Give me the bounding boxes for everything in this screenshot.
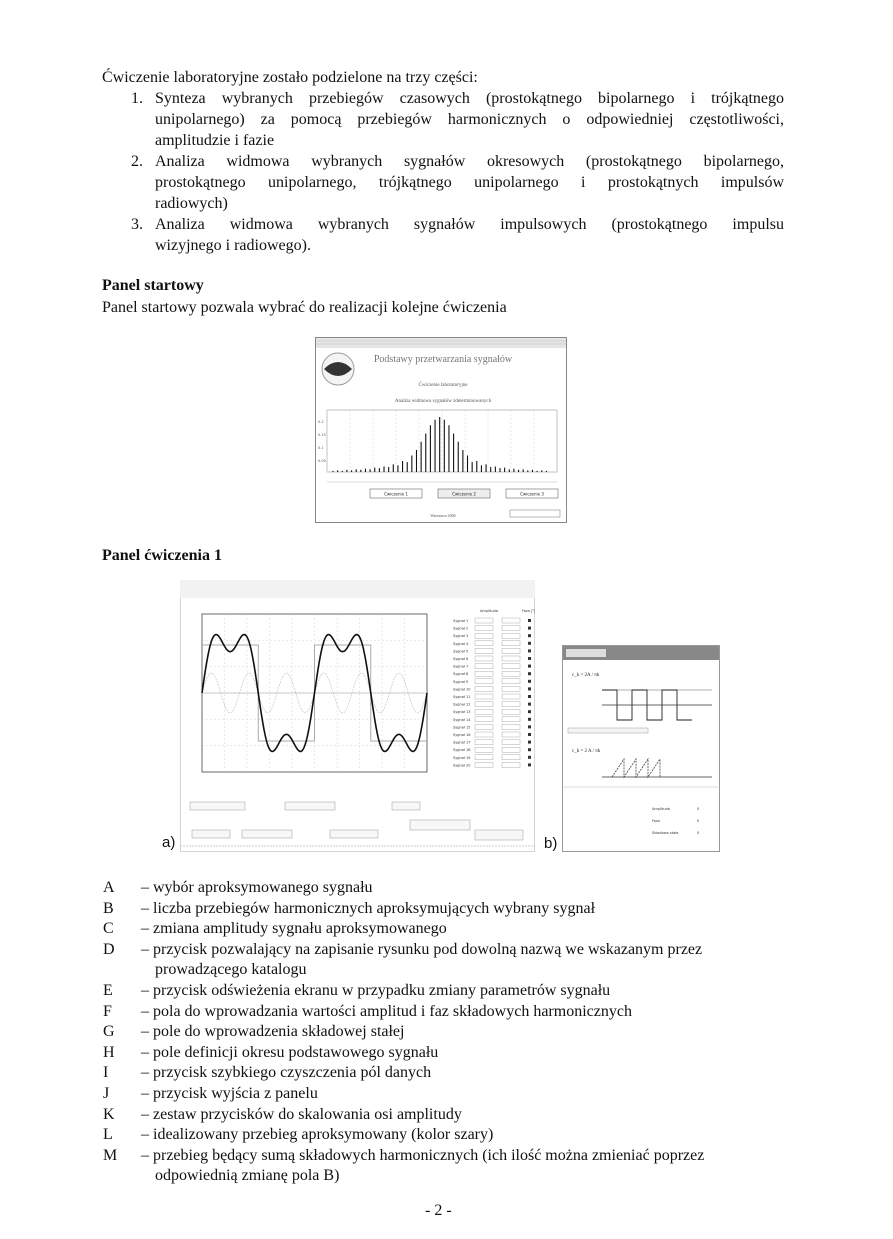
signal-row-label: Sygnał 20 — [453, 763, 471, 768]
row-checkbox — [528, 748, 531, 751]
panel1-screenshot-a — [180, 580, 535, 852]
phase-field — [502, 686, 520, 691]
row-checkbox — [528, 619, 531, 622]
phase-field — [502, 740, 520, 745]
phase-field — [502, 664, 520, 669]
exercise-button-label: Ćwiczenie 1 — [384, 491, 408, 497]
phase-field — [502, 717, 520, 722]
legend-text: – wybór aproksymowanego sygnału — [141, 879, 373, 896]
formula-2: c_k = 2 A / πk — [572, 749, 601, 754]
row-checkbox — [528, 672, 531, 675]
legend-text: odpowiednią zmianę pola B) — [155, 1167, 340, 1185]
amplitude-field — [475, 648, 493, 653]
amplitude-field — [475, 664, 493, 669]
legend-key: J — [103, 1085, 110, 1102]
amplitude-field — [475, 618, 493, 623]
amplitude-field — [475, 626, 493, 631]
legend-key: I — [103, 1064, 109, 1082]
page-number: - 2 - — [425, 1202, 452, 1219]
amplitude-field — [475, 641, 493, 646]
legend-text: – przycisk szybkiego czyszczenia pól danych — [141, 1064, 432, 1082]
amplitude-field — [475, 694, 493, 699]
row-checkbox — [528, 703, 531, 706]
phase-field — [502, 755, 520, 760]
signal-row-label: Sygnał 13 — [453, 710, 471, 715]
legend-key: K — [103, 1105, 115, 1123]
amplitude-field — [475, 671, 493, 676]
part-line: radiowych) — [155, 195, 228, 212]
phase-field — [502, 679, 520, 684]
side-field-label: Składowa stała — [652, 831, 679, 835]
legend-key: H — [103, 1043, 115, 1061]
phase-field — [502, 626, 520, 631]
formula-1: c_k = 2A / πk — [572, 673, 600, 678]
row-checkbox — [528, 763, 531, 766]
part-line: prostokątnego unipolarnego, trójkątnego unipolarnego i prostokątnych impulsów — [155, 174, 784, 191]
row-checkbox — [528, 665, 531, 668]
legend-key: M — [103, 1146, 118, 1164]
signal-row-label: Sygnał 14 — [453, 717, 471, 722]
legend-key: G — [103, 1023, 115, 1041]
signal-row-label: Sygnał 4 — [453, 641, 469, 646]
legend-key: D — [103, 940, 115, 958]
amplitude-field — [475, 656, 493, 661]
signal-row-label: Sygnał 12 — [453, 702, 471, 707]
amplitude-field — [475, 732, 493, 737]
signal-row-label: Sygnał 10 — [453, 687, 471, 692]
part-number: 3. — [131, 216, 143, 233]
side-field-label: Amplituda — [652, 807, 670, 811]
row-checkbox — [528, 642, 531, 645]
phase-field — [502, 762, 520, 767]
signal-row-label: Sygnał 18 — [453, 748, 471, 753]
signal-row-label: Sygnał 15 — [453, 725, 471, 730]
start-panel-screenshot — [315, 337, 567, 523]
part-line: Analiza widmowa wybranych sygnałów impulsowych (prostokątnego impulsu — [155, 216, 784, 233]
phase-field — [502, 747, 520, 752]
signal-row-label: Sygnał 7 — [453, 664, 469, 669]
row-checkbox — [528, 687, 531, 690]
phase-field — [502, 724, 520, 729]
legend-key: A — [103, 879, 115, 896]
signal-row-label: Sygnał 17 — [453, 740, 471, 745]
legend-text: – przycisk pozwalający na zapisanie rysunku pod dowolną nazwą we wskazanym przez — [141, 940, 703, 958]
amplitude-field — [475, 755, 493, 760]
part-line: amplitudzie i fazie — [155, 132, 275, 149]
row-checkbox — [528, 634, 531, 637]
signal-row-label: Sygnał 3 — [453, 634, 469, 639]
y-tick-label: 0.2 — [318, 420, 324, 424]
row-checkbox — [528, 657, 531, 660]
row-checkbox — [528, 733, 531, 736]
column-header: Amplituda — [480, 609, 498, 613]
shot-footer: Warszawa 2006 — [430, 513, 456, 518]
legend-text: – przycisk odświeżenia ekranu w przypadku zmiany parametrów sygnału — [141, 982, 611, 999]
signal-row-label: Sygnał 19 — [453, 755, 471, 760]
side-field-label: Faza — [652, 819, 660, 823]
amplitude-field — [475, 702, 493, 707]
legend-text: prowadzącego katalogu — [155, 961, 307, 979]
signal-row-label: Sygnał 9 — [453, 679, 469, 684]
column-header: Faza [°] — [522, 609, 535, 613]
side-field-value: 0 — [697, 807, 700, 811]
phase-field — [502, 694, 520, 699]
shot-sub2: Analiza widmowa sygnałów zdeterminowanych — [394, 399, 492, 404]
signal-row-label: Sygnał 6 — [453, 657, 469, 661]
shot-sub1: Ćwiczenie laboratoryjne — [418, 383, 468, 388]
signal-row-label: Sygnał 11 — [453, 695, 471, 699]
row-checkbox — [528, 710, 531, 713]
phase-field — [502, 633, 520, 638]
row-checkbox — [528, 741, 531, 744]
part-number: 1. — [131, 90, 143, 107]
y-tick-label: 0.05 — [318, 459, 326, 463]
label-a: a) — [162, 834, 176, 851]
panel1-screenshot-b — [562, 645, 720, 852]
side-field-value: 0 — [697, 819, 700, 823]
part-line: wizyjnego i radiowego). — [155, 237, 311, 254]
phase-field — [502, 641, 520, 646]
signal-row-label: Sygnał 1 — [453, 619, 469, 623]
exercise-button-label: Ćwiczenie 3 — [520, 491, 544, 497]
panel1-heading: Panel ćwiczenia 1 — [102, 547, 222, 564]
row-checkbox — [528, 756, 531, 759]
legend-key: C — [103, 920, 114, 938]
start-panel-heading: Panel startowy — [102, 277, 204, 294]
y-tick-label: 0.15 — [318, 433, 326, 437]
y-tick-label: 0.1 — [318, 446, 324, 450]
label-b: b) — [544, 835, 558, 852]
amplitude-field — [475, 633, 493, 638]
part-line: unipolarnego) za pomocą przebiegów harmonicznych o odpowiedniej częstotliwości, — [155, 111, 784, 128]
legend-text: – idealizowany przebieg aproksymowany (kolor szary) — [141, 1126, 494, 1144]
phase-field — [502, 709, 520, 714]
phase-field — [502, 656, 520, 661]
amplitude-field — [475, 762, 493, 767]
legend-key: L — [103, 1126, 113, 1144]
signal-row-label: Sygnał 16 — [453, 733, 471, 737]
amplitude-field — [475, 709, 493, 714]
legend-key: E — [103, 982, 113, 999]
legend-text: – zmiana amplitudy sygnału aproksymowanego — [141, 920, 447, 938]
amplitude-field — [475, 686, 493, 691]
row-checkbox — [528, 725, 531, 728]
phase-field — [502, 618, 520, 623]
phase-field — [502, 648, 520, 653]
amplitude-field — [475, 740, 493, 745]
signal-row-label: Sygnał 8 — [453, 672, 469, 677]
exercise-button-label: Ćwiczenie 2 — [452, 491, 476, 497]
legend-text: – liczba przebiegów harmonicznych aproksymujących wybrany sygnał — [141, 899, 596, 917]
phase-field — [502, 702, 520, 707]
legend-text: – przycisk wyjścia z panelu — [141, 1085, 318, 1102]
legend-text: – pole definicji okresu podstawowego sygnału — [141, 1043, 439, 1061]
legend-text: – zestaw przycisków do skalowania osi amplitudy — [141, 1105, 462, 1123]
amplitude-field — [475, 679, 493, 684]
row-checkbox — [528, 680, 531, 683]
legend-key: F — [103, 1002, 112, 1020]
part-number: 2. — [131, 153, 143, 170]
legend-text: – przebieg będący sumą składowych harmonicznych (ich ilość można zmieniać poprzez — [141, 1146, 705, 1164]
amplitude-field — [475, 717, 493, 722]
row-checkbox — [528, 649, 531, 652]
part-line: Analiza widmowa wybranych sygnałów okresowych (prostokątnego bipolarnego, — [155, 153, 784, 170]
phase-field — [502, 671, 520, 676]
signal-row-label: Sygnał 2 — [453, 626, 469, 631]
legend-key: B — [103, 899, 114, 917]
row-checkbox — [528, 718, 531, 721]
signal-row-label: Sygnał 5 — [453, 649, 469, 654]
row-checkbox — [528, 695, 531, 698]
part-line: Synteza wybranych przebiegów czasowych (prostokątnego bipolarnego i trójkątnego — [155, 90, 784, 107]
intro-text: Ćwiczenie laboratoryjne zostało podzielone na trzy części: — [102, 69, 478, 86]
amplitude-field — [475, 724, 493, 729]
legend-text: – pole do wprowadzenia składowej stałej — [141, 1023, 405, 1041]
start-panel-text: Panel startowy pozwala wybrać do realizacji kolejne ćwiczenia — [102, 299, 507, 316]
row-checkbox — [528, 627, 531, 630]
amplitude-field — [475, 747, 493, 752]
side-field-value: 0 — [697, 831, 700, 835]
shot-title: Podstawy przetwarzania sygnałów — [373, 354, 513, 365]
phase-field — [502, 732, 520, 737]
legend-text: – pola do wprowadzania wartości amplitud i faz składowych harmonicznych — [141, 1002, 632, 1020]
